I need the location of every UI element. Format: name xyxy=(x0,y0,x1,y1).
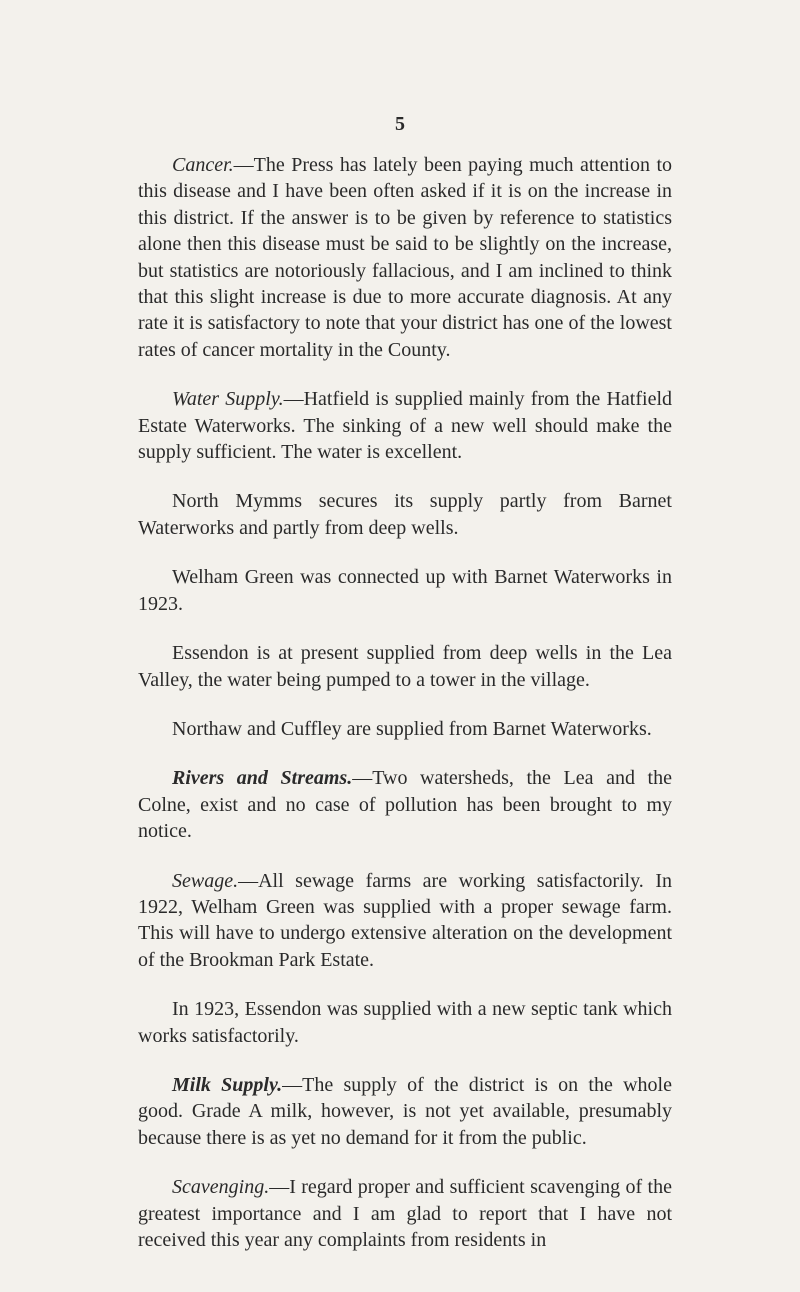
paragraph-north-mymms xyxy=(138,488,672,541)
paragraph-rivers-streams xyxy=(138,765,672,844)
document-body xyxy=(138,152,672,1276)
paragraph-essendon-water xyxy=(138,640,672,693)
paragraph-water-supply xyxy=(138,386,672,465)
paragraph-northaw xyxy=(138,716,672,742)
heading-scavenging: Scavenging. xyxy=(172,1176,270,1199)
paragraph-text: —All sewage farms are working satisfactorily. In 1922, Welham Green was supplied with a proper sewage farm. This will have to undergo extensive alteration on the development of the Brookman Park Estate. xyxy=(138,869,672,971)
paragraph-text: —I regard proper and sufficient scavenging of the greatest importance and I am glad to report that I have not received this year any complaints from residents in xyxy=(138,1176,672,1251)
paragraph-scavenging xyxy=(138,1174,672,1253)
paragraph-text: Northaw and Cuffley are supplied from Barnet Waterworks. xyxy=(172,717,652,740)
page-number: 5 xyxy=(395,113,405,135)
heading-water-supply: Water Supply. xyxy=(172,388,284,411)
paragraph-welham-green xyxy=(138,564,672,617)
heading-milk-supply: Milk Supply. xyxy=(172,1073,283,1096)
paragraph-text: —Hatfield is supplied mainly from the Hatfield Estate Waterworks. The sinking of a new well should make the supply sufficient. The water is excellent. xyxy=(138,388,673,464)
paragraph-essendon-septic xyxy=(138,996,672,1049)
paragraph-text: —The Press has lately been paying much attention to this disease and I have been often asked if it is on the increase in this district. If the answer is to be given by reference to statistics alone then this disease must be said to be slightly on the increase, but statistics are notoriously fallacious, and I am inclined to think that this slight increase is due to more accurate diagnosis. At any rate it is satisfactory to note that your district has one of the lowest rates of cancer mortality in the County. xyxy=(138,154,672,361)
heading-sewage: Sewage. xyxy=(172,869,239,892)
paragraph-cancer xyxy=(138,152,672,363)
paragraph-text: —Two watersheds, the Lea and the Colne, exist and no case of pollution has been brought to my notice. xyxy=(138,767,672,843)
paragraph-sewage xyxy=(138,868,672,974)
heading-rivers-streams: Rivers and Streams. xyxy=(172,767,353,790)
paragraph-text: North Mymms secures its supply partly from Barnet Waterworks and partly from deep wells. xyxy=(138,490,672,539)
paragraph-text: Essendon is at present supplied from deep wells in the Lea Valley, the water being pumped to a tower in the village. xyxy=(138,642,672,691)
heading-cancer: Cancer. xyxy=(172,154,234,176)
paragraph-milk-supply xyxy=(138,1072,672,1151)
paragraph-text: In 1923, Essendon was supplied with a new septic tank which works satisfactorily. xyxy=(138,998,672,1047)
paragraph-text: —The supply of the district is on the whole good. Grade A milk, however, is not yet available, presumably because there is as yet no demand for it from the public. xyxy=(138,1073,672,1149)
paragraph-text: Welham Green was connected up with Barnet Waterworks in 1923. xyxy=(138,566,672,615)
